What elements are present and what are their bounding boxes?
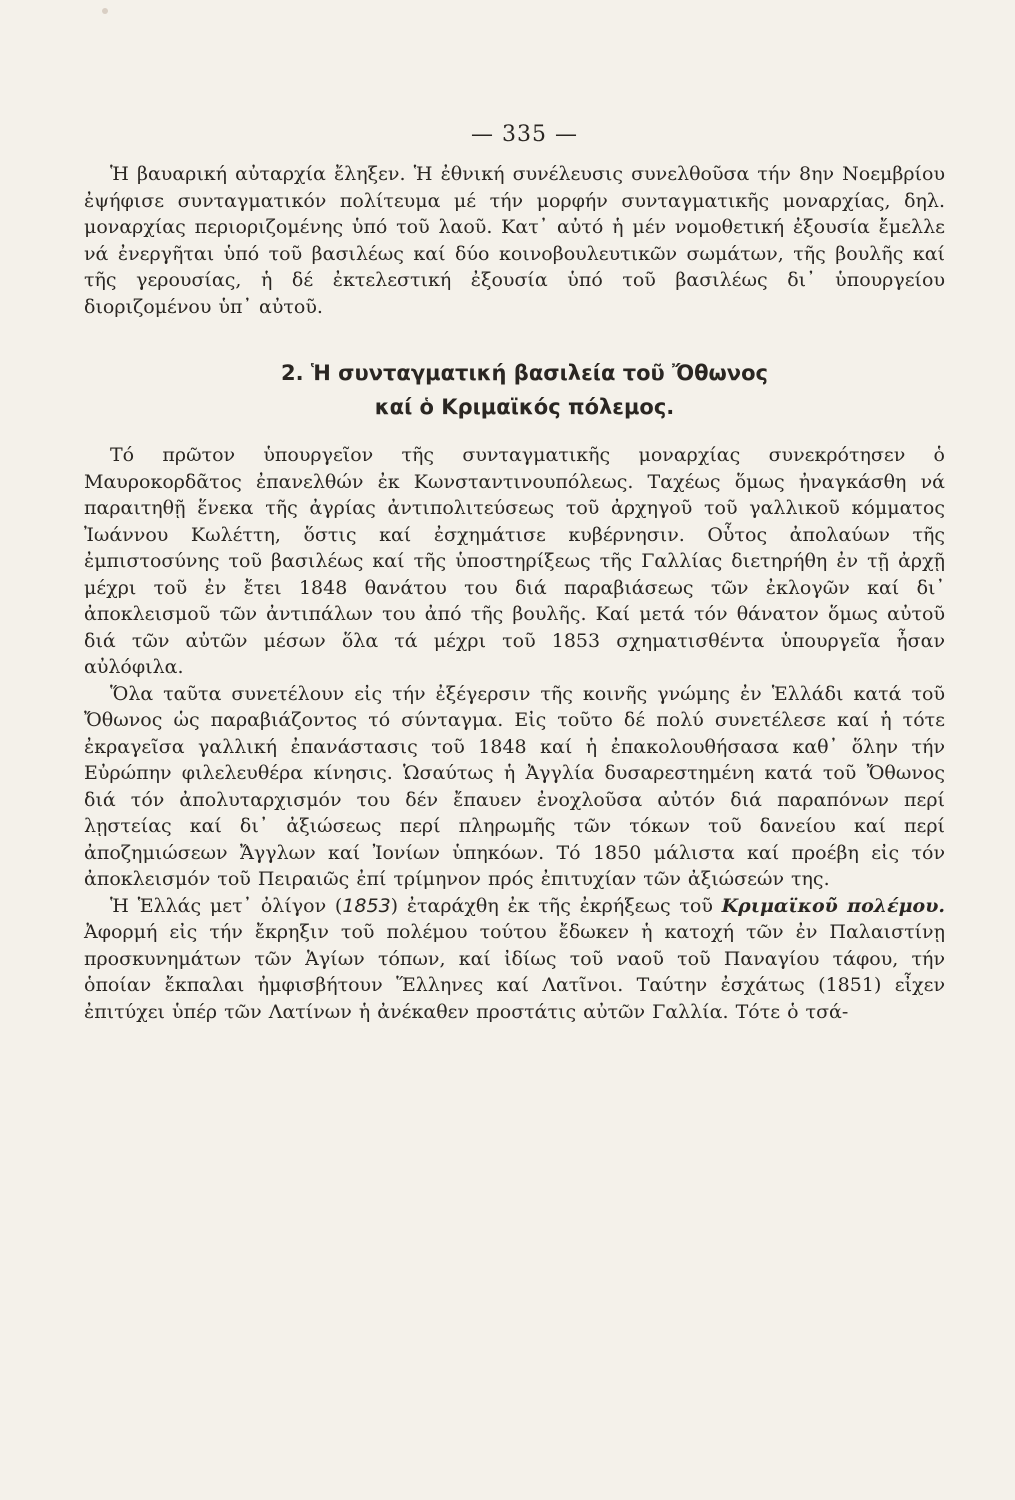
paragraph-first-ministry: Τό πρῶτον ὑπουργεῖον τῆς συνταγματικῆς μοναρχίας συνεκρότησεν ὁ Μαυροκορδᾶτος ἐπανελθών ἐκ Κωνσταντινουπόλεως. Ταχέως ὅμως ἠναγκάσθη νά παραιτηθῇ ἕνεκα τῆς ἀγρίας ἀντιπολιτεύσεως τοῦ ἀρχηγοῦ τοῦ γαλλικοῦ κόμματος Ἰωάννου Κωλέττη, ὅστις καί ἐσχημάτισε κυβέρνησιν. Οὗτος ἀπολαύων τῆς ἐμπιστοσύνης τοῦ βασιλέως καί τῆς ὑποστηρίξεως τῆς Γαλλίας διετηρήθη ἐν τῇ ἀρχῇ μέχρι τοῦ ἐν ἔτει 1848 θανάτου του διά παραβιάσεως τῶν ἐκλογῶν καί δι᾿ ἀποκλεισμοῦ τῶν ἀντιπάλων του ἀπό τῆς βουλῆς. Καί μετά τόν θάνατον ὅμως αὐτοῦ διά τῶν αὐτῶν μέσων ὅλα τά μέχρι τοῦ 1853 σχηματισθέντα ὑπουργεῖα ἦσαν αὐλόφιλα. [84,444,945,678]
crimean-text-a: Ἡ Ἑλλάς μετ᾿ ὀλίγον ( [110,894,343,917]
paragraph-constitution: Ἡ βαυαρική αὐταρχία ἔληξεν. Ἡ ἐθνική συνέλευσις συνελθοῦσα τήν 8ην Νοεμβρίου ἐψήφισε συνταγματικόν πολίτευμα μέ τήν μορφήν συνταγματικῆς μοναρχίας, δηλ. μοναρχίας περιοριζομένης ὑπό τοῦ λαοῦ. Κατ᾿ αὐτό ἡ μέν νομοθετική ἐξουσία ἔμελλε νά ἐνεργῆται ὑπό τοῦ βασιλέως καί δύο κοινοβουλευτικῶν σωμάτων, τῆς βουλῆς καί τῆς γερουσίας, ἡ δέ ἐκτελεστική ἐξουσία ὑπό τοῦ βασιλέως δι᾿ ὑπουργείου διοριζομένου ὑπ᾿ αὐτοῦ. [84,163,945,318]
paragraph-public-opinion: Ὅλα ταῦτα συνετέλουν εἰς τήν ἐξέγερσιν τῆς κοινῆς γνώμης ἐν Ἑλλάδι κατά τοῦ Ὄθωνος ὡς παραβιάζοντος τό σύνταγμα. Εἰς τοῦτο δέ πολύ συνετέλεσε καί ἡ τότε ἐκραγεῖσα γαλλική ἐπανάστασις τοῦ 1848 καί ἡ ἐπακολουθήσασα καθ᾿ ὅλην τήν Εὐρώπην φιλελευθέρα κίνησις. Ὡσαύτως ἡ Ἀγγλία δυσαρεστημένη κατά τοῦ Ὄθωνος διά τόν ἀπολυταρχισμόν του δέν ἔπαυεν ἐνοχλοῦσα αὐτόν διά παραπόνων περί λῃστείας καί δι᾿ ἀξιώσεως περί πληρωμῆς τῶν τόκων τοῦ δανείου καί περί ἀποζημιώσεων Ἄγγλων καί Ἰονίων ὑπηκόων. Τό 1850 μάλιστα καί προέβη εἰς τόν ἀποκλεισμόν τοῦ Πειραιῶς ἐπί τρίμηνον πρός ἐπιτυχίαν τῶν ἀξιώσεών της. [84,682,945,890]
page-number: — 335 — [471,122,578,147]
crimean-text-b: ) ἐταράχθη ἐκ τῆς ἐκρήξεως τοῦ [390,894,722,917]
crimean-year: 1853 [342,894,391,917]
paragraph-crimean-war [84,893,945,1026]
section-heading-line-1: 2. Ἡ συνταγματική βασιλεία τοῦ Ὄθωνος [281,361,768,385]
crimean-text-c: Ἀφορμή εἰς τήν ἔκρηξιν τοῦ πολέμου τούτου ἔδωκεν ἡ κατοχή τῶν ἐν Παλαιστίνῃ προσκυνημάτων τῶν Ἁγίων τόπων, καί ἰδίως τοῦ ναοῦ τοῦ Παναγίου τάφου, τήν ὁποίαν ἔκπαλαι ἠμφισβήτουν Ἕλληνες καί Λατῖνοι. Ταύτην ἐσχάτως (1851) εἶχεν ἐπιτύχει ὑπέρ τῶν Λατίνων ἡ ἀνέκαθεν προστάτις αὐτῶν Γαλλία. Τότε ὁ τσά- [84,921,945,1023]
crimean-war-term: Κριμαϊκοῦ πολέμου. [721,894,945,917]
section-heading [84,356,945,424]
paper-speck [102,8,108,14]
section-heading-line-2: καί ὁ Κριμαϊκός πόλεμος. [374,395,675,419]
